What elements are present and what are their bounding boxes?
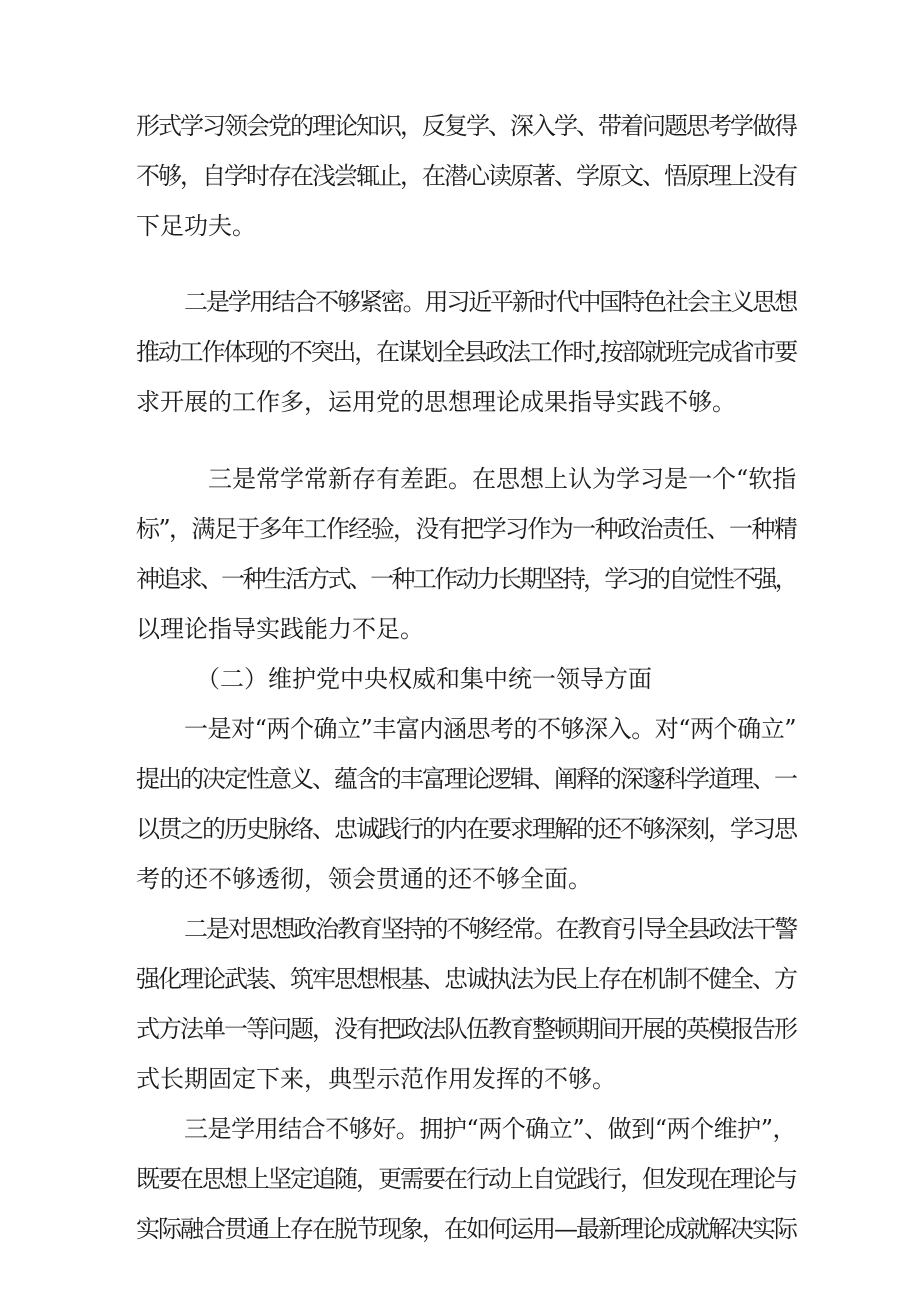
text-line: 强化理论武装、筑牢思想根基、忠诚执法为民上存在机制不健全、方	[136, 965, 796, 993]
text-line: 三是学用结合不够好。拥护“两个确立”、做到“两个维护”，	[184, 1115, 796, 1143]
text-line: 式长期固定下来，典型示范作用发挥的不够。	[136, 1065, 616, 1093]
text-line: 不够，自学时存在浅尝辄止，在潜心读原著、学原文、悟原理上没有	[136, 162, 796, 190]
text-line: 二是对思想政治教育坚持的不够经常。在教育引导全县政法干警	[184, 915, 796, 943]
text-line: 标”，满足于多年工作经验，没有把学习作为一种政治责任、一种精	[136, 515, 796, 543]
text-line: 一是对“两个确立”丰富内涵思考的不够深入。对“两个确立”	[184, 715, 796, 743]
text-line: 二是学用结合不够紧密。用习近平新时代中国特色社会主义思想	[184, 288, 796, 316]
text-line: 以理论指导实践能力不足。	[136, 615, 424, 643]
section-heading: （二）维护党中央权威和集中统一领导方面	[196, 665, 652, 693]
text-line: 既要在思想上坚定追随，更需要在行动上自觉践行，但发现在理论与	[136, 1165, 796, 1193]
text-line: 下足功夫。	[136, 212, 256, 240]
text-line: 形式学习领会党的理论知识，反复学、深入学、带着问题思考学做得	[136, 112, 796, 140]
text-line: 以贯之的历史脉络、忠诚践行的内在要求理解的还不够深刻，学习思	[136, 815, 796, 843]
text-line: 考的还不够透彻，领会贯通的还不够全面。	[136, 865, 592, 893]
text-line: 式方法单一等问题，没有把政法队伍教育整顿期间开展的英模报告形	[136, 1015, 796, 1043]
text-line: 推动工作体现的不突出，在谋划全县政法工作时,按部就班完成省市要	[136, 338, 796, 366]
text-line: 提出的决定性意义、蕴含的丰富理论逻辑、阐释的深邃科学道理、一	[136, 765, 796, 793]
text-line: 三是常学常新存有差距。在思想上认为学习是一个“软指	[208, 465, 797, 493]
text-line: 实际融合贯通上存在脱节现象，在如何运用—最新理论成就解决实际	[136, 1215, 796, 1243]
text-line: 求开展的工作多，运用党的思想理论成果指导实践不够。	[136, 388, 736, 416]
text-line: 神追求、一种生活方式、一种工作动力长期坚持，学习的自觉性不强，	[136, 565, 796, 593]
